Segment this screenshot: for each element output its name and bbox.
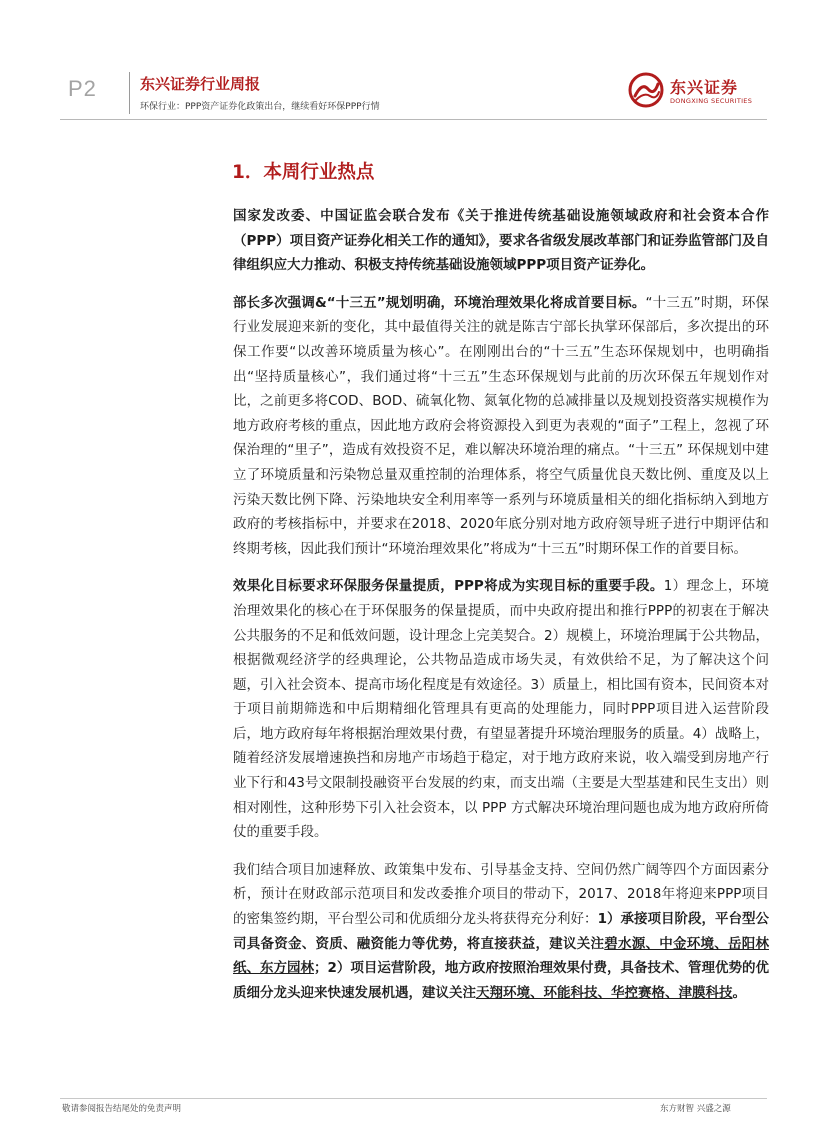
page-number: P2 [68, 76, 97, 101]
paragraph-intro: 我们结合项目加速释放、政策集中发布、引导基金支持、空间仍然广阔等四个方面因素分析，预计在财政部示范项目和发改委推介项目的带动下，2017、2018年将迎来PPP项目的密集签约期，平台型公司和优质细分龙头将获得充分利好： [233, 861, 769, 928]
paragraph-end: 。 [732, 984, 746, 1001]
body-text [233, 204, 769, 1018]
paragraph-text: 1）理念上，环境治理效果化的核心在于环保服务的保量提质，而中央政府提出和推行PPP的初衷在于解决公共服务的不足和低效问题，设计理念上完美契合。2）规模上，环境治理属于公共物品，根据微观经济学的经典理论，公共物品造成市场失灵，有效供给不足，为了解决这个问题，引入社会资本、提高市场化程度是有效途径。3）质量上，相比国有资本，民间资本对于项目前期筛选和中后期精细化管理具有更高的处理能力，同时PPP项目进入运营阶段后，地方政府每年将根据治理效果付费，有望显著提升环境治理服务的质量。4）战略上，随着经济发展增速换挡和房地产市场趋于稳定，对于地方政府来说，收入端受到房地产行业下行和43号文限制投融资平台发展的约束，而支出端（主要是大型基建和民生支出）则相对刚性，这种形势下引入社会资本，以 PPP 方式解决环境治理问题也成为地方政府所倚仗的重要手段。 [233, 578, 769, 841]
paragraph-lead: 效果化目标要求环保服务保量提质，PPP将成为实现目标的重要手段。 [233, 578, 664, 595]
header-divider [129, 72, 130, 114]
paragraph-planning [233, 291, 769, 562]
footer-slogan: 东方财智 兴盛之源 [660, 1104, 731, 1114]
logo-mark-icon [628, 72, 664, 108]
header-rule [60, 119, 767, 120]
logo-name: 东兴证券 [670, 78, 739, 97]
stage-two-companies: 天翔环境、环能科技、华控赛格、津膜科技 [476, 984, 733, 1001]
paragraph-text: 国家发改委、中国证监会联合发布《关于推进传统基础设施领域政府和社会资本合作（PPP）项目资产证券化相关工作的通知》，要求各省级发展改革部门和证券监管部门及自律组织应大力推动、积极支持传统基础设施领域PPP项目资产证券化。 [233, 208, 769, 274]
report-title: 东兴证券行业周报 [140, 75, 261, 93]
section-heading: 1．本周行业热点 [232, 162, 375, 183]
stage-one-text: 1）承接项目阶段，平台型公司具备资金、资质、融资能力等优势，将直接获益，建议关注 [233, 911, 770, 952]
paragraph-text: “十三五”时期，环保行业发展迎来新的变化，其中最值得关注的就是陈吉宁部长执掌环保部后，多次提出的环保工作要“以改善环境质量为核心”。在刚刚出台的“十三五”生态环保规划中，也明确指出“坚持质量核心”，我们通过将“十三五”生态环保规划与此前的历次环保五年规划作对比，之前更多将COD、BOD、硫氧化物、氮氧化物的总减排量以及规划投资落实规模作为地方政府考核的重点，因此地方政府会将资源投入到更为表观的“面子”工程上，忽视了环保治理的“里子”，造成有效投资不足，难以解决环境治理的痛点。“十三五” 环保规划中建立了环境质量和污染物总量双重控制的治理体系，将空气质量优良天数比例、重度及以上污染天数比例下降、污染地块安全利用率等一系列与环境质量相关的细化指标纳入到地方政府的考核指标中，并要求在2018、2020年底分别对地方政府领导班子进行中期评估和终期考核，因此我们预计“环境治理效果化”将成为“十三五”时期环保工作的首要目标。 [233, 294, 769, 557]
footer-disclaimer: 敬请参阅报告结尾处的免责声明 [62, 1104, 182, 1114]
paragraph-ppp-means [233, 574, 769, 845]
paragraph-recommendation [233, 858, 769, 1006]
report-subtitle: 环保行业：PPP资产证券化政策出台，继续看好环保PPP行情 [140, 102, 380, 112]
paragraph-lead: 部长多次强调&“十三五”规划明确，环境治理效果化将成首要目标。 [233, 294, 646, 311]
footer-rule [60, 1098, 767, 1099]
stage-two-text: ；2）项目运营阶段，地方政府按照治理效果付费，具备技术、管理优势的优质细分龙头迎来快速发展机遇，建议关注 [233, 960, 769, 1001]
paragraph-policy [233, 204, 769, 278]
company-logo [628, 72, 763, 112]
stage-one-companies: 碧水源、中金环境、岳阳林纸、东方园林 [233, 935, 769, 977]
logo-english: DONGXING SECURITIES [670, 97, 753, 105]
